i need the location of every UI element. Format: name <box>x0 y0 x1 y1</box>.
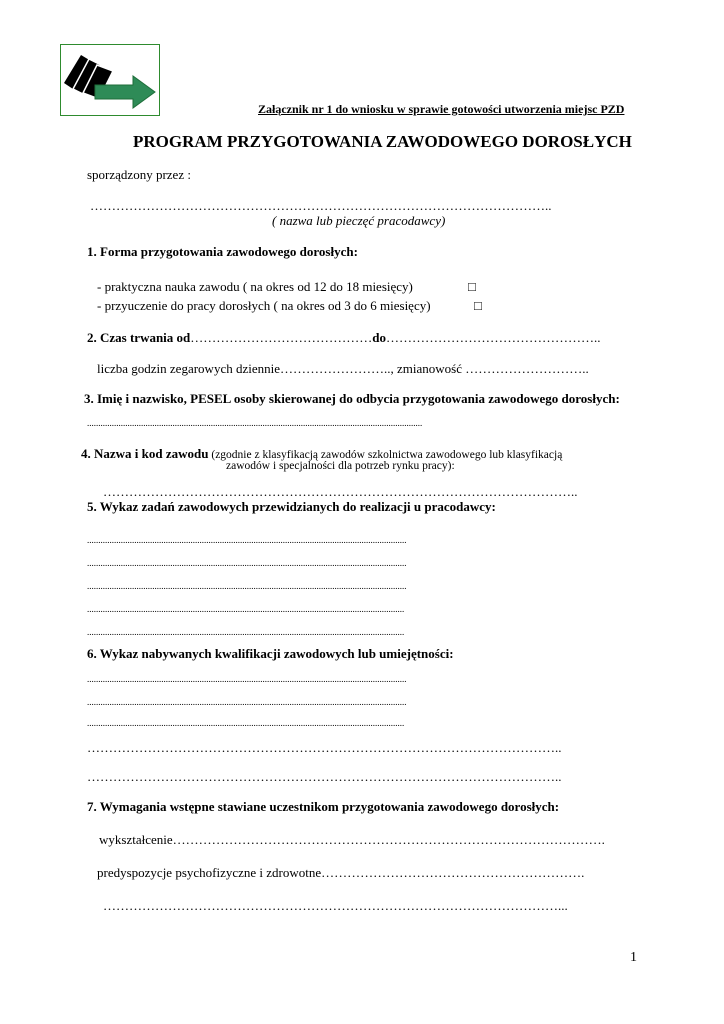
section4-dots[interactable]: ……………………………………………………………………………………………….. <box>103 484 578 499</box>
hours-dots[interactable]: …………………….. <box>280 361 391 376</box>
section3-heading: 3. Imię i nazwisko, PESEL osoby skierowanej do odbycia przygotowania zawodowego dorosłych: <box>84 391 620 406</box>
option-training-label: - przyuczenie do pracy dorosłych ( na okres od 3 do 6 miesięcy) <box>97 298 431 313</box>
section3-dots[interactable]: ..................................................................................................................................................... <box>87 418 423 428</box>
section7-extra-dots[interactable]: ……………………………………………………………………………………………... <box>103 898 568 913</box>
section2-heading-from: 2. Czas trwania od <box>87 330 191 345</box>
prepared-by-label: sporządzony przez : <box>87 167 191 182</box>
health-label: predyspozycje psychofizyczne i zdrowotne <box>97 865 322 880</box>
attachment-note: Załącznik nr 1 do wniosku w sprawie gotowości utworzenia miejsc PZD <box>258 102 625 116</box>
shift-label: , zmianowość <box>390 361 462 376</box>
section4-note-2: zawodów i specjalności dla potrzeb rynku pracy): <box>226 460 455 472</box>
hours-label: liczba godzin zegarowych dziennie <box>97 361 280 376</box>
option-training-checkbox[interactable]: □ <box>474 298 482 313</box>
page-title: PROGRAM PRZYGOTOWANIA ZAWODOWEGO DOROSŁYCH <box>133 132 632 151</box>
duration-to-dots[interactable]: ………………………………………….. <box>386 330 601 345</box>
section6-line[interactable]: .............................................................................................................................................. <box>87 697 407 707</box>
section5-line[interactable]: ............................................................................................................................................. <box>87 604 405 614</box>
section4-note-1: (zgodnie z klasyfikacją zawodów szkolnictwa zawodowego lub klasyfikacją <box>208 449 563 461</box>
education-line <box>99 832 605 848</box>
section6-heading: 6. Wykaz nabywanych kwalifikacji zawodowych lub umiejętności: <box>87 646 454 661</box>
shift-dots[interactable]: ……………………….. <box>461 361 589 376</box>
section5-line[interactable]: ............................................................................................................................................. <box>87 627 405 637</box>
prepared-by-dots[interactable]: …………………………………………………………………………………………….. <box>90 198 552 213</box>
section1-heading: 1. Forma przygotowania zawodowego dorosłych: <box>87 244 358 259</box>
section5-line[interactable]: .............................................................................................................................................. <box>87 535 407 545</box>
section2-duration-line <box>87 330 601 346</box>
duration-from-dots[interactable]: …………………………………… <box>190 330 373 345</box>
option-practical-checkbox[interactable]: □ <box>468 279 476 294</box>
prepared-by-hint: ( nazwa lub pieczęć pracodawcy) <box>272 213 446 228</box>
logo-graphic-icon <box>61 45 159 115</box>
section6-line[interactable]: ……………………………………………………………………………………………….. <box>87 740 562 755</box>
green-arrow-cards-logo <box>60 44 160 116</box>
health-line <box>97 865 584 881</box>
section4-heading: 4. Nazwa i kod zawodu <box>81 446 209 461</box>
health-dots[interactable]: ……………………………………………………. <box>321 865 585 880</box>
section6-line[interactable]: ……………………………………………………………………………………………….. <box>87 769 562 784</box>
section7-heading: 7. Wymagania wstępne stawiane uczestnikom przygotowania zawodowego dorosłych: <box>87 799 560 814</box>
section5-heading: 5. Wykaz zadań zawodowych przewidzianych do realizacji u pracodawcy: <box>87 499 496 514</box>
section6-line[interactable]: ............................................................................................................................................. <box>87 718 405 728</box>
section5-line[interactable]: .............................................................................................................................................. <box>87 558 407 568</box>
section2-heading-to: do <box>372 330 387 345</box>
page-number: 1 <box>630 950 637 965</box>
education-label: wykształcenie <box>99 832 173 847</box>
education-dots[interactable]: ………………………………………………………………………………………. <box>172 832 605 847</box>
section2-hours-line <box>97 361 589 377</box>
section5-line[interactable]: .............................................................................................................................................. <box>87 581 407 591</box>
option-practical-label: - praktyczna nauka zawodu ( na okres od 12 do 18 miesięcy) <box>97 279 413 294</box>
section6-line[interactable]: .............................................................................................................................................. <box>87 674 407 684</box>
